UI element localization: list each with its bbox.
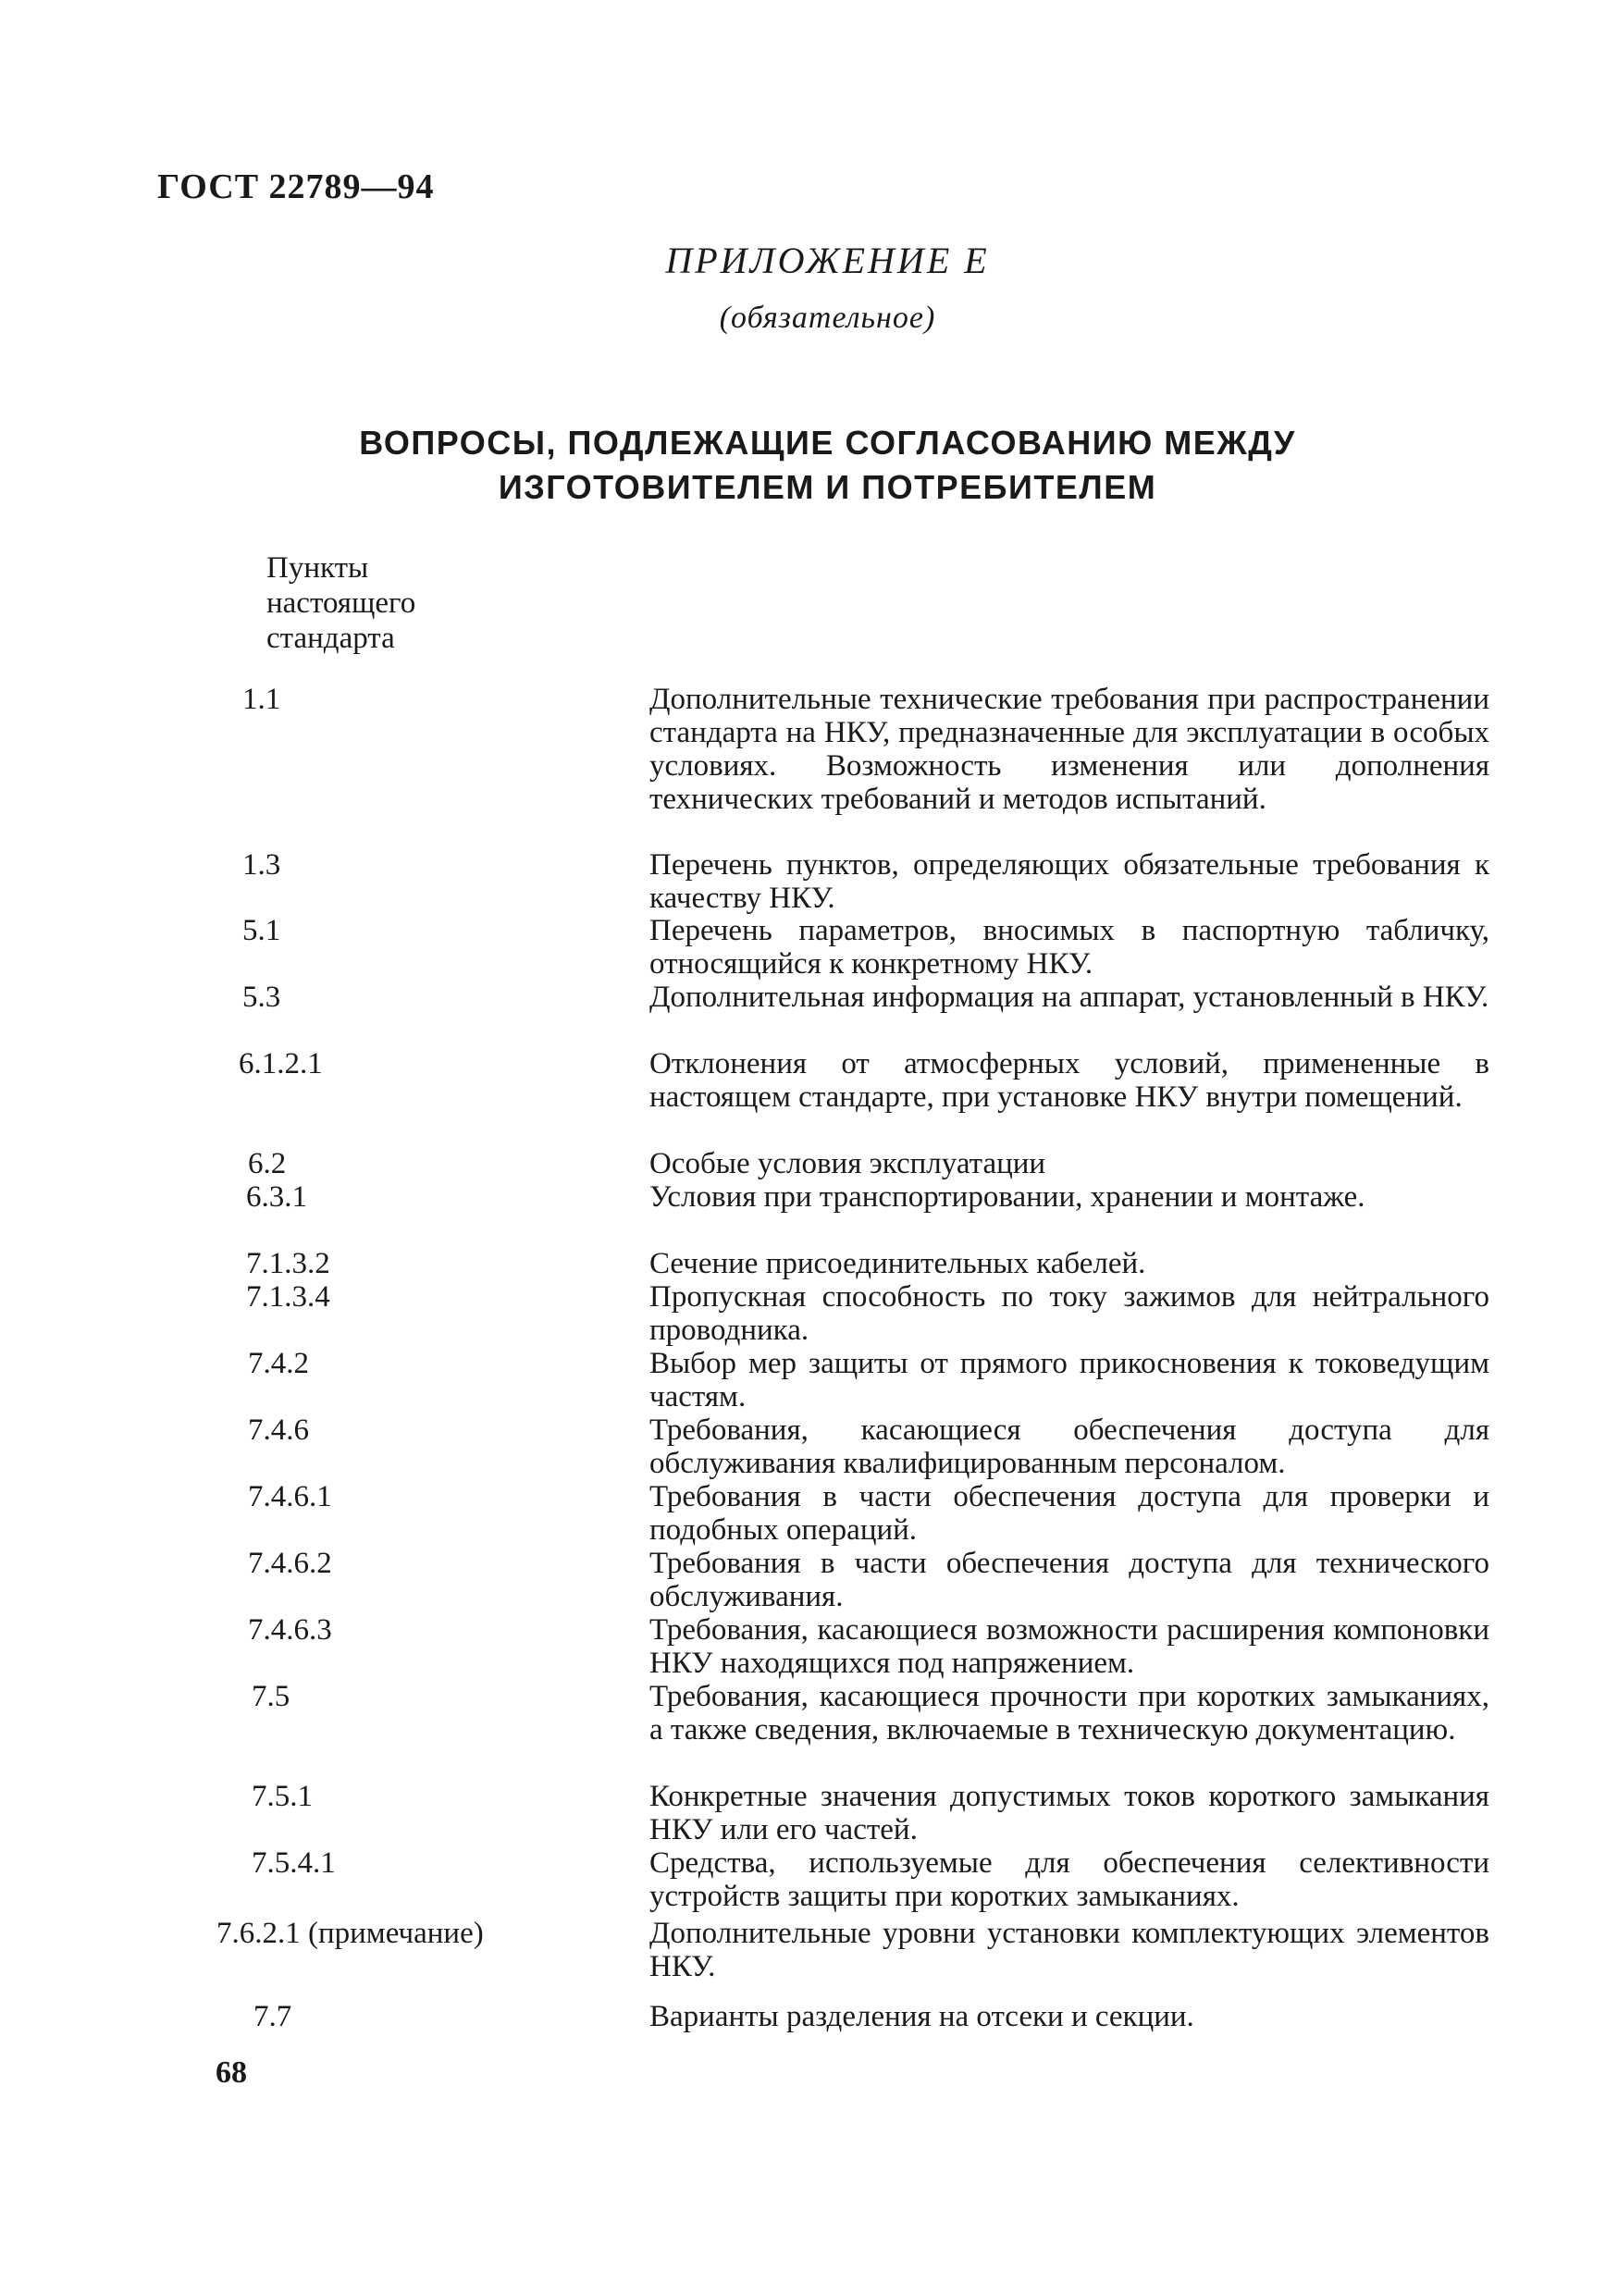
clause-description: Перечень параметров, вносимых в паспортную табличку, относящийся к конкретному НКУ. xyxy=(649,914,1489,981)
clause-number: 1.1 xyxy=(242,683,281,716)
clause-description: Сечение присоединительных кабелей. xyxy=(649,1247,1146,1280)
clause-description: Требования, касающиеся прочности при коротких замыканиях, а также сведения, включаемые в техническую документацию. xyxy=(649,1680,1489,1747)
clause-description: Выбор мер защиты от прямого прикосновения к токоведущим частям. xyxy=(649,1347,1489,1413)
clause-number: 7.7 xyxy=(253,2000,292,2033)
appendix-status: (обязательное) xyxy=(719,301,936,335)
column-header-line: Пункты xyxy=(266,551,369,585)
main-heading xyxy=(0,421,1618,510)
page-number: 68 xyxy=(216,2055,247,2090)
column-header-line: стандарта xyxy=(266,622,395,655)
clause-description: Требования в части обеспечения доступа для проверки и подобных операций. xyxy=(649,1480,1489,1547)
clause-number: 5.1 xyxy=(242,914,281,947)
clause-description: Конкретные значения допустимых токов короткого замыкания НКУ или его частей. xyxy=(649,1780,1489,1846)
clause-description: Дополнительные уровни установки комплектующих элементов НКУ. xyxy=(649,1917,1489,1983)
clause-number: 6.2 xyxy=(248,1147,287,1180)
clause-number: 7.4.6 xyxy=(248,1413,309,1447)
clause-description: Дополнительные технические требования при распространении стандарта на НКУ, предназначенные для эксплуатации в особых условиях. Возможность изменения или дополнения технических требований и методов испытаний. xyxy=(649,683,1489,816)
clause-description: Отклонения от атмосферных условий, примененные в настоящем стандарте, при установке НКУ внутри помещений. xyxy=(649,1047,1489,1114)
clause-description: Пропускная способность по току зажимов для нейтрального проводника. xyxy=(649,1280,1489,1347)
clause-number: 7.1.3.2 xyxy=(246,1247,330,1280)
clause-number: 7.5 xyxy=(252,1680,290,1713)
column-header-line: настоящего xyxy=(266,586,416,620)
clause-number: 7.5.1 xyxy=(252,1780,313,1813)
clause-description: Варианты разделения на отсеки и секции. xyxy=(649,2000,1194,2033)
clause-description: Требования, касающиеся обеспечения доступа для обслуживания квалифицированным персоналом. xyxy=(649,1413,1489,1480)
clause-number: 6.1.2.1 xyxy=(239,1047,323,1080)
clause-description: Условия при транспортировании, хранении и монтаже. xyxy=(649,1180,1365,1214)
clause-number: 6.3.1 xyxy=(246,1180,307,1214)
clause-number: 1.3 xyxy=(242,848,281,882)
clause-description: Средства, используемые для обеспечения селективности устройств защиты при коротких замыканиях. xyxy=(649,1846,1489,1913)
clause-number: 7.4.6.3 xyxy=(248,1613,332,1647)
clause-description: Особые условия эксплуатации xyxy=(649,1147,1046,1180)
clause-number: 7.1.3.4 xyxy=(246,1280,330,1314)
main-heading-line: ВОПРОСЫ, ПОДЛЕЖАЩИЕ СОГЛАСОВАНИЮ МЕЖДУ xyxy=(359,424,1296,462)
document-code: ГОСТ 22789—94 xyxy=(157,167,435,206)
clause-number: 7.4.6.1 xyxy=(248,1480,332,1513)
column-header xyxy=(266,550,415,656)
clause-description: Требования в части обеспечения доступа для технического обслуживания. xyxy=(649,1547,1489,1613)
clause-number: 7.4.6.2 xyxy=(248,1547,332,1580)
clause-description: Перечень пунктов, определяющих обязательные требования к качеству НКУ. xyxy=(649,848,1489,915)
clause-number: 7.4.2 xyxy=(248,1347,309,1380)
appendix-title: ПРИЛОЖЕНИЕ Е xyxy=(665,240,990,281)
main-heading-line: ИЗГОТОВИТЕЛЕМ И ПОТРЕБИТЕЛЕМ xyxy=(498,468,1157,506)
clause-description: Требования, касающиеся возможности расширения компоновки НКУ находящихся под напряжением. xyxy=(649,1613,1489,1680)
clause-number: 7.5.4.1 xyxy=(252,1846,336,1880)
clause-number: 7.6.2.1 (примечание) xyxy=(216,1917,484,1950)
clause-number: 5.3 xyxy=(242,981,281,1014)
clause-description: Дополнительная информация на аппарат, установленный в НКУ. xyxy=(649,981,1489,1014)
